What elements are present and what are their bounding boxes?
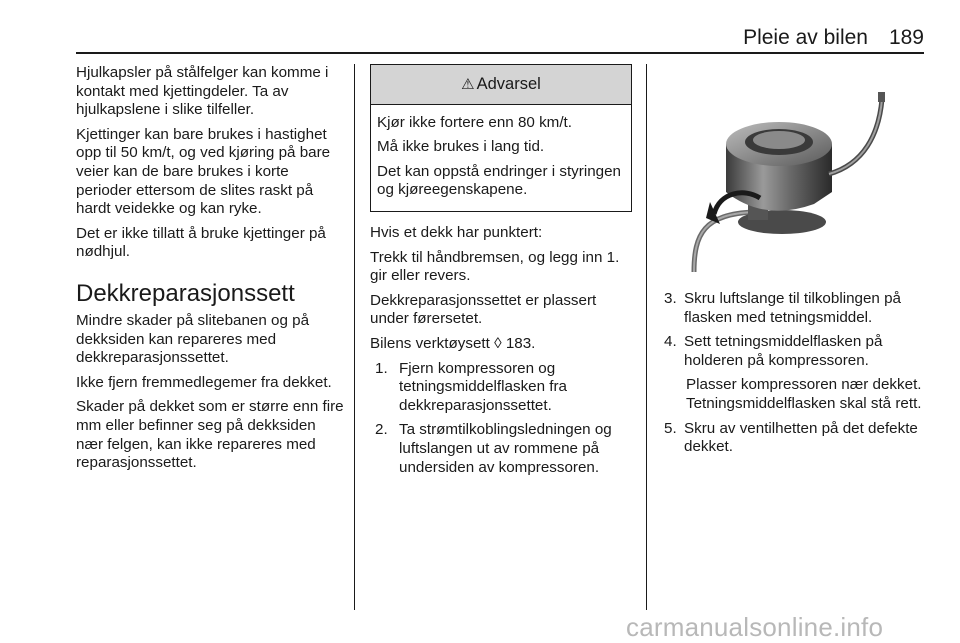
step-number: 3. — [664, 290, 677, 307]
paragraph: Skader på dekket som er større enn fire mm eller befinner seg på dekksiden nær felgen, kan ikke repareres med reparasjonssettet. — [76, 398, 344, 472]
step-number: 5. — [664, 419, 677, 437]
column-divider-right — [646, 64, 647, 610]
warning-line: Det kan oppstå endringer i styringen og kjøreegenskapene. — [377, 162, 621, 199]
warning-body — [371, 105, 631, 211]
warning-line: Kjør ikke fortere enn 80 km/t. — [377, 113, 572, 131]
page-header-title: Pleie av bilen — [743, 26, 868, 49]
list-item — [664, 420, 928, 457]
step-text: Skru av ventilhetten på det defekte dekket. — [684, 419, 918, 456]
footer-watermark: carmanualsonline.info — [626, 612, 884, 642]
reference-arrow-icon: ◊ — [494, 334, 502, 352]
paragraph: Dekkreparasjonssettet er plassert under førersetet. — [370, 291, 597, 328]
paragraph: Mindre skader på slitebanen og på dekksiden kan repareres med dekkreparasjonssettet. — [76, 311, 310, 367]
step-text: Sett tetningsmiddelflasken på holderen på kompressoren. — [684, 333, 883, 369]
list-item — [375, 421, 636, 477]
step-list — [664, 290, 928, 370]
list-item — [664, 290, 928, 327]
cross-reference — [370, 335, 636, 354]
step-text: Ta strømtilkoblingsledningen og luftslangen ut av rommene på undersiden av kompressoren. — [399, 421, 612, 476]
step-note: Plasser kompressoren nær dekket. Tetningsmiddelflasken skal stå rett. — [686, 376, 922, 412]
list-item — [375, 360, 636, 416]
paragraph: Hvis et dekk har punktert: — [370, 223, 543, 241]
column-divider-left — [354, 64, 355, 610]
step-text: Fjern kompressoren og tetningsmiddelflasken fra dekkreparasjonssettet. — [399, 359, 567, 414]
step-number: 1. — [375, 359, 388, 377]
warning-line: Må ikke brukes i lang tid. — [377, 138, 545, 156]
reference-text: Bilens verktøysett — [370, 334, 490, 352]
header-divider — [76, 52, 924, 54]
step-number: 2. — [375, 421, 388, 439]
warning-title-text: Advarsel — [476, 75, 541, 93]
paragraph: Trekk til håndbremsen, og legg inn 1. gir eller revers. — [370, 248, 620, 285]
reference-page-link[interactable]: 183. — [505, 334, 536, 352]
warning-triangle-icon: ⚠ — [461, 76, 475, 93]
paragraph: Kjettinger kan bare brukes i hastighet opp til 50 km/t, og ved kjøring på bare veier kan de bare brukes i korte perioder ettersom de slites raskt på hardt veidekke og kan ryke. — [76, 125, 331, 218]
section-heading: Dekkreparasjonssett — [76, 279, 295, 307]
step-number: 4. — [664, 333, 677, 351]
warning-box — [370, 64, 632, 212]
warning-title — [371, 65, 631, 105]
paragraph: Hjulkapsler på stålfelger kan komme i kontakt med kjettingdeler. Ta av hjulkapslene i slike tilfeller. — [76, 64, 329, 119]
compressor-bottle-illustration — [664, 64, 926, 274]
step-list — [664, 420, 928, 457]
list-item — [664, 333, 928, 370]
step-list — [370, 360, 636, 478]
paragraph: Det er ikke tillatt å bruke kjettinger på nødhjul. — [76, 224, 326, 261]
column-right — [664, 64, 928, 463]
page-number: 189 — [888, 26, 924, 49]
step-text: Skru luftslange til tilkoblingen på flasken med tetningsmiddel. — [684, 290, 901, 326]
column-middle — [370, 64, 636, 483]
column-left — [76, 64, 344, 479]
paragraph: Ikke fjern fremmedlegemer fra dekket. — [76, 373, 332, 391]
